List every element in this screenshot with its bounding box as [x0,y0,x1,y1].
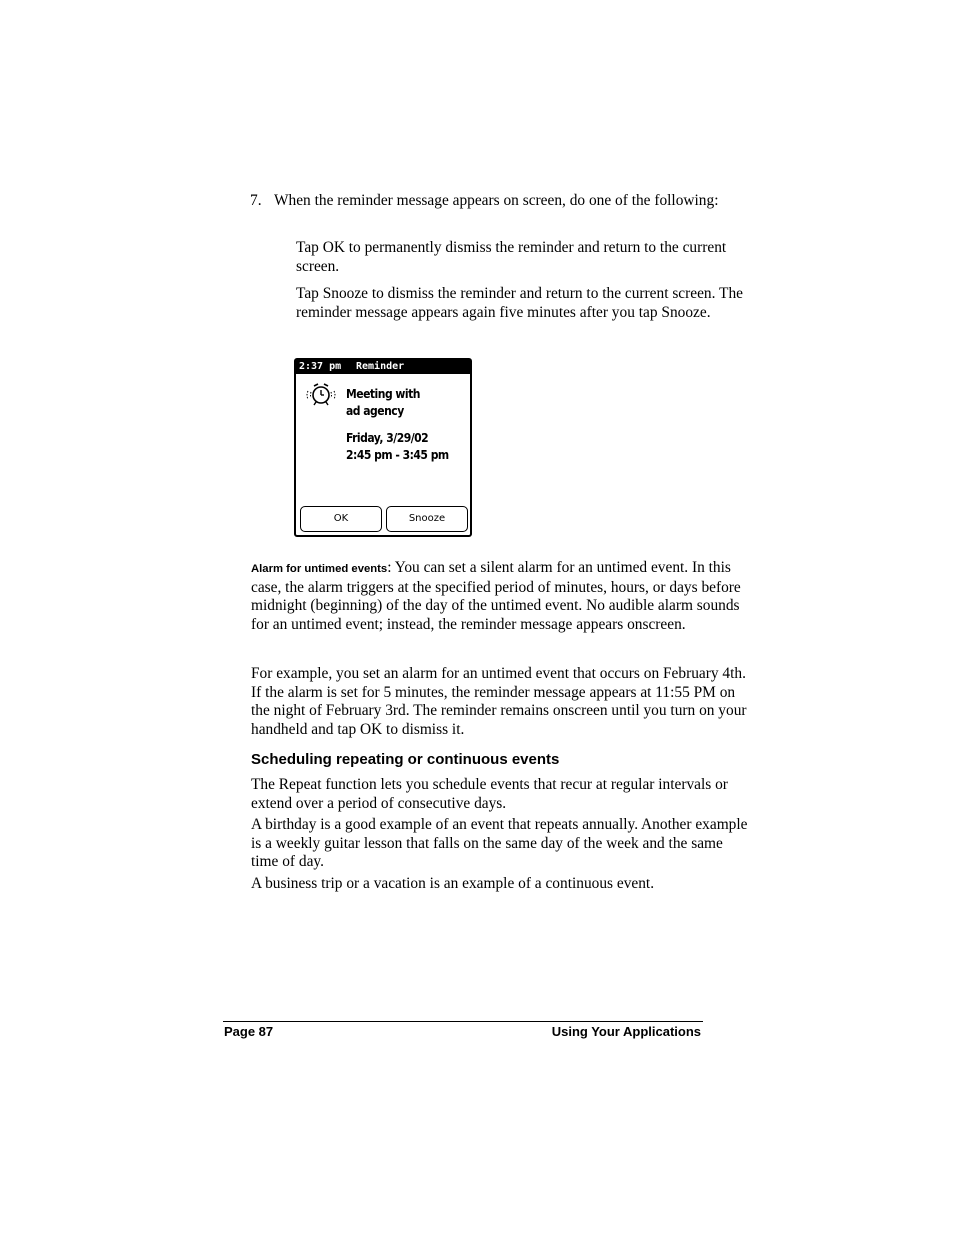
palm-title-bar [296,360,470,374]
alarm-untimed-paragraph [251,559,749,634]
alarm-untimed-text: : You can set a silent alarm for an untimed event. In this case, the alarm triggers at the specified period of minutes, hours, or days before midnight (beginning) of the day of the untimed event. No audible alarm sounds for an untimed event; instead, the reminder message appears onscreen. [251,559,741,633]
example-paragraph: For example, you set an alarm for an untimed event that occurs on February 4th. If the alarm is set for 5 minutes, the reminder message appears at 11:55 PM on the night of February 3rd. The reminder remains onscreen until you turn on your handheld and tap OK to dismiss it. [251,665,747,738]
palm-time: 2:37 pm [299,361,342,372]
ok-button[interactable]: OK [300,506,382,532]
step-number: 7. [250,192,262,209]
reminder-time-range: 2:45 pm - 3:45 pm [346,448,449,462]
reminder-date: Friday, 3/29/02 [346,431,429,445]
repeat-paragraph: The Repeat function lets you schedule events that recur at regular intervals or extend over a period of consecutive days. [251,776,728,812]
footer-page-number: Page 87 [224,1024,274,1039]
substep-ok: Tap OK to permanently dismiss the reminder and return to the current screen. [296,239,727,275]
birthday-paragraph: A birthday is a good example of an event that repeats annually. Another example is a weekly guitar lesson that falls on the same day of the week and the same time of day. [251,816,748,871]
footer-section-title: Using Your Applications [551,1024,701,1039]
reminder-line-2: ad agency [346,404,404,418]
step-7 [250,192,720,211]
step-text: When the reminder message appears on screen, do one of the following: [274,192,719,209]
footer-rule [223,1021,703,1022]
trip-paragraph: A business trip or a vacation is an example of a continuous event. [251,875,655,892]
alarm-untimed-term: Alarm for untimed events [251,563,388,575]
snooze-button[interactable]: Snooze [386,506,468,532]
reminder-screenshot [294,358,472,537]
section-heading: Scheduling repeating or continuous events [251,751,560,768]
palm-title: Reminder [356,361,405,372]
reminder-line-1: Meeting with [346,387,420,401]
substep-snooze: Tap Snooze to dismiss the reminder and return to the current screen. The reminder message appears again five minutes after you tap Snooze. [296,285,743,321]
alarm-clock-icon [305,381,337,407]
